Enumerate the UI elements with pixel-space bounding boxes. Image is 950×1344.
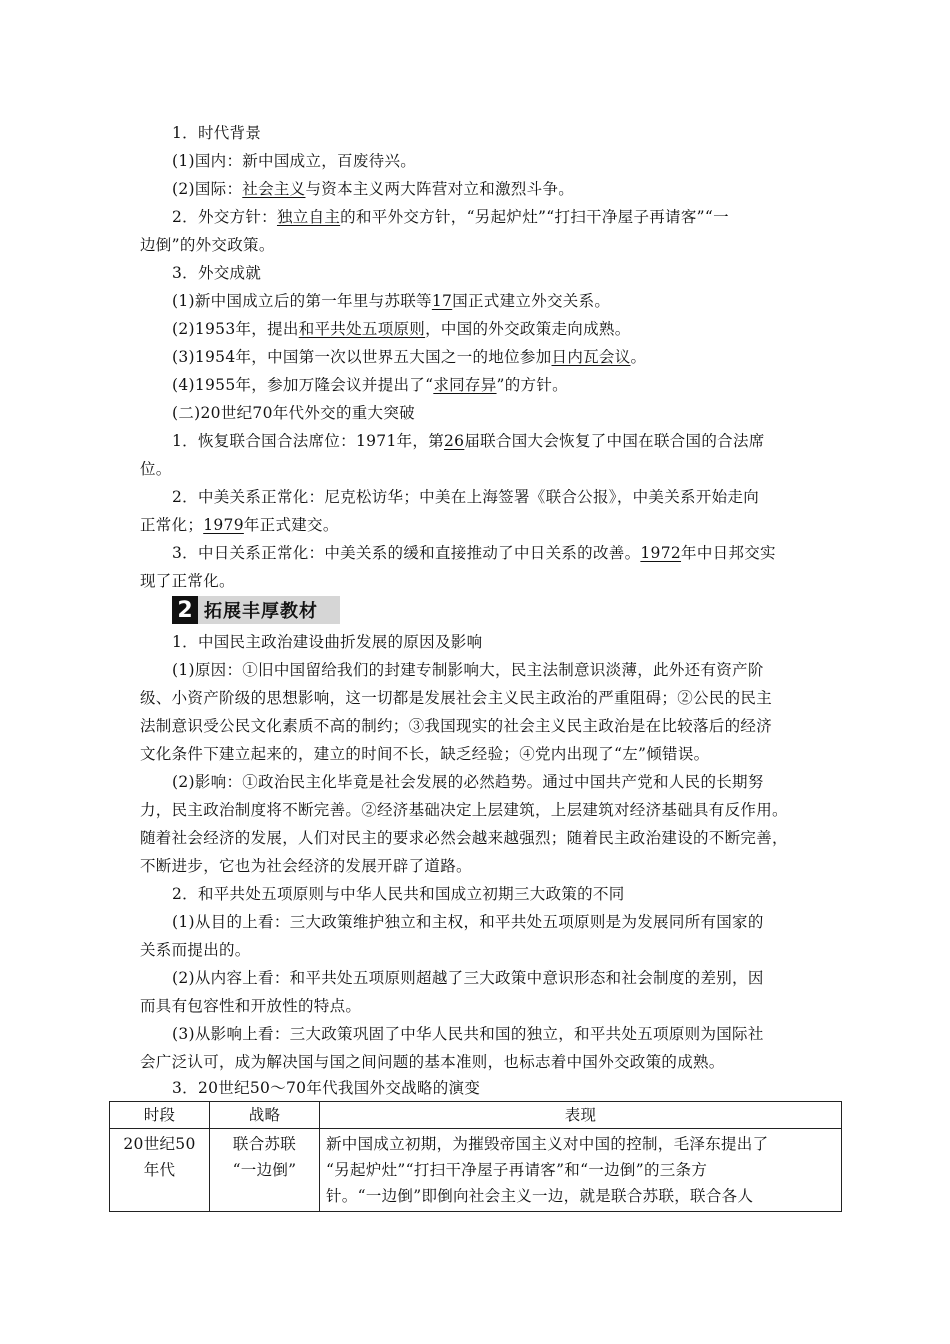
line-text: 随着社会经济的发展，人们对民主的要求必然会越来越强烈；随着民主政治建设的不断完善，: [140, 829, 788, 847]
line-text: 文化条件下建立起来的，建立的时间不长，缺乏经验；④党内出现了“左”倾错误。: [140, 745, 710, 763]
line-text: 3．20世纪50～70年代我国外交战略的演变: [172, 1079, 481, 1097]
line-text: 。: [630, 348, 647, 366]
line-text: 现了正常化。: [140, 572, 235, 590]
cell-text: “一边倒”: [232, 1161, 297, 1179]
answer-blank: 和平共处五项原则: [298, 320, 426, 338]
line-l19: [172, 660, 764, 680]
line-l27: [172, 884, 625, 904]
strategy-table: [109, 1101, 842, 1212]
table-header-row: [110, 1102, 842, 1129]
line-l11: [172, 403, 415, 423]
line-text: 年正式建交。: [243, 516, 339, 534]
line-l22: [140, 744, 709, 764]
line-text: 1．时代背景: [172, 124, 262, 142]
line-l09: [172, 347, 646, 367]
line-l14: [172, 487, 759, 507]
cell-text: 年代: [143, 1161, 176, 1179]
line-l01: [172, 123, 261, 143]
line-text: 不断进步，它也为社会经济的发展开辟了道路。: [140, 857, 472, 875]
line-l26: [140, 856, 472, 876]
line-text: (二)20世纪70年代外交的重大突破: [172, 404, 415, 422]
answer-blank: 社会主义: [242, 180, 306, 198]
line-l08: [172, 319, 631, 339]
line-text: (3)1954年，中国第一次以世界五大国之一的地位参加: [172, 348, 552, 366]
line-text: (2)1953年，提出: [172, 320, 299, 338]
header-period: 时段: [110, 1102, 210, 1129]
line-l02: [172, 151, 416, 171]
line-text: 力，民主政治制度将不断完善。②经济基础决定上层建筑，上层建筑对经济基础具有反作用。: [140, 801, 788, 819]
answer-blank: 17: [431, 292, 453, 310]
line-text: 与资本主义两大阵营对立和激烈斗争。: [305, 180, 575, 198]
line-text: 关系而提出的。: [140, 941, 251, 959]
cell-text: “另起炉灶”“打扫干净屋子再请客”和“一边倒”的三条方: [326, 1161, 708, 1179]
line-text: (1)原因：①旧中国留给我们的封建专制影响大，民主法制意识淡薄，此外还有资产阶: [172, 661, 764, 679]
line-text: (1)新中国成立后的第一年里与苏联等: [172, 292, 432, 310]
line-l34: [172, 1078, 480, 1098]
cell-period: [110, 1129, 210, 1212]
line-l16: [172, 543, 776, 563]
line-text: 届联合国大会恢复了中国在联合国的合法席: [464, 432, 765, 450]
line-text: 会广泛认可，成为解决国与国之间问题的基本准则，也标志着中国外交政策的成熟。: [140, 1053, 725, 1071]
line-text: 国正式建立外交关系。: [452, 292, 611, 310]
line-text: (3)从影响上看：三大政策巩固了中华人民共和国的独立，和平共处五项原则为国际社: [172, 1025, 764, 1043]
line-l29: [140, 940, 251, 960]
line-l18: [172, 632, 482, 652]
header-detail: 表现: [320, 1102, 842, 1129]
answer-blank: 独立自主: [276, 208, 341, 226]
section-number: 2: [172, 596, 198, 624]
cell-text: 新中国成立初期，为摧毁帝国主义对中国的控制，毛泽东提出了: [326, 1135, 769, 1153]
line-l06: [172, 263, 261, 283]
line-text: 1．恢复联合国合法席位：1971年，第: [172, 432, 445, 450]
cell-text: 20世纪50: [123, 1135, 196, 1153]
line-text: ”的方针。: [496, 376, 568, 394]
cell-detail: [320, 1129, 842, 1212]
line-text: (1)从目的上看：三大政策维护独立和主权，和平共处五项原则是为发展同所有国家的: [172, 913, 764, 931]
section-badge: [172, 596, 340, 624]
line-l13: [140, 459, 172, 479]
table-row: [110, 1129, 842, 1212]
line-text: (2)国际：: [172, 180, 243, 198]
answer-blank: 日内瓦会议: [551, 348, 631, 366]
line-text: 2．和平共处五项原则与中华人民共和国成立初期三大政策的不同: [172, 885, 625, 903]
line-l32: [172, 1024, 764, 1044]
line-text: 正常化；: [140, 516, 204, 534]
line-text: 2．中美关系正常化：尼克松访华；中美在上海签署《联合公报》，中美关系开始走向: [172, 488, 760, 506]
cell-text: 联合苏联: [232, 1135, 297, 1153]
line-l17: [140, 571, 235, 591]
line-text: 级、小资产阶级的思想影响，这一切都是发展社会主义民主政治的严重阻碍；②公民的民主: [140, 689, 773, 707]
answer-blank: 求同存异: [433, 376, 497, 394]
answer-blank: 26: [444, 432, 465, 450]
line-text: 位。: [140, 460, 172, 478]
line-l12: [172, 431, 765, 451]
line-text: ，中国的外交政策走向成熟。: [425, 320, 631, 338]
line-text: (2)从内容上看：和平共处五项原则超越了三大政策中意识形态和社会制度的差别，因: [172, 969, 764, 987]
line-text: (4)1955年，参加万隆会议并提出了“: [172, 376, 434, 394]
line-text: (1)国内：新中国成立，百废待兴。: [172, 152, 417, 170]
header-strategy: 战略: [210, 1102, 320, 1129]
line-text: 2．外交方针：: [172, 208, 277, 226]
line-text: 年中日邦交实: [681, 544, 776, 562]
line-l21: [140, 716, 772, 736]
answer-blank: 1979: [203, 516, 244, 534]
line-text: 3．中日关系正常化：中美关系的缓和直接推动了中日关系的改善。: [172, 544, 641, 562]
line-l24: [140, 800, 788, 820]
line-l23: [172, 772, 764, 792]
section-title: 拓展丰厚教材: [198, 596, 340, 624]
line-l04: [172, 207, 729, 227]
line-l31: [140, 996, 361, 1016]
line-text: 1．中国民主政治建设曲折发展的原因及影响: [172, 633, 483, 651]
line-l15: [140, 515, 339, 535]
line-l03: [172, 179, 574, 199]
line-l20: [140, 688, 772, 708]
line-l10: [172, 375, 568, 395]
line-l05: [140, 235, 275, 255]
line-l28: [172, 912, 764, 932]
answer-blank: 1972: [640, 544, 682, 562]
line-l30: [172, 968, 764, 988]
cell-strategy: [210, 1129, 320, 1212]
line-text: (2)影响：①政治民主化毕竟是社会发展的必然趋势。通过中国共产党和人民的长期努: [172, 773, 764, 791]
line-text: 的和平外交方针，“另起炉灶”“打扫干净屋子再请客”“一: [340, 208, 729, 226]
line-text: 而具有包容性和开放性的特点。: [140, 997, 362, 1015]
line-text: 法制意识受公民文化素质不高的制约；③我国现实的社会主义民主政治是在比较落后的经济: [140, 717, 773, 735]
line-l33: [140, 1052, 725, 1072]
line-text: 3．外交成就: [172, 264, 262, 282]
line-text: 边倒”的外交政策。: [140, 236, 275, 254]
line-l25: [140, 828, 788, 848]
cell-text: 针。“一边倒”即倒向社会主义一边，就是联合苏联，联合各人: [326, 1187, 754, 1205]
line-l07: [172, 291, 610, 311]
